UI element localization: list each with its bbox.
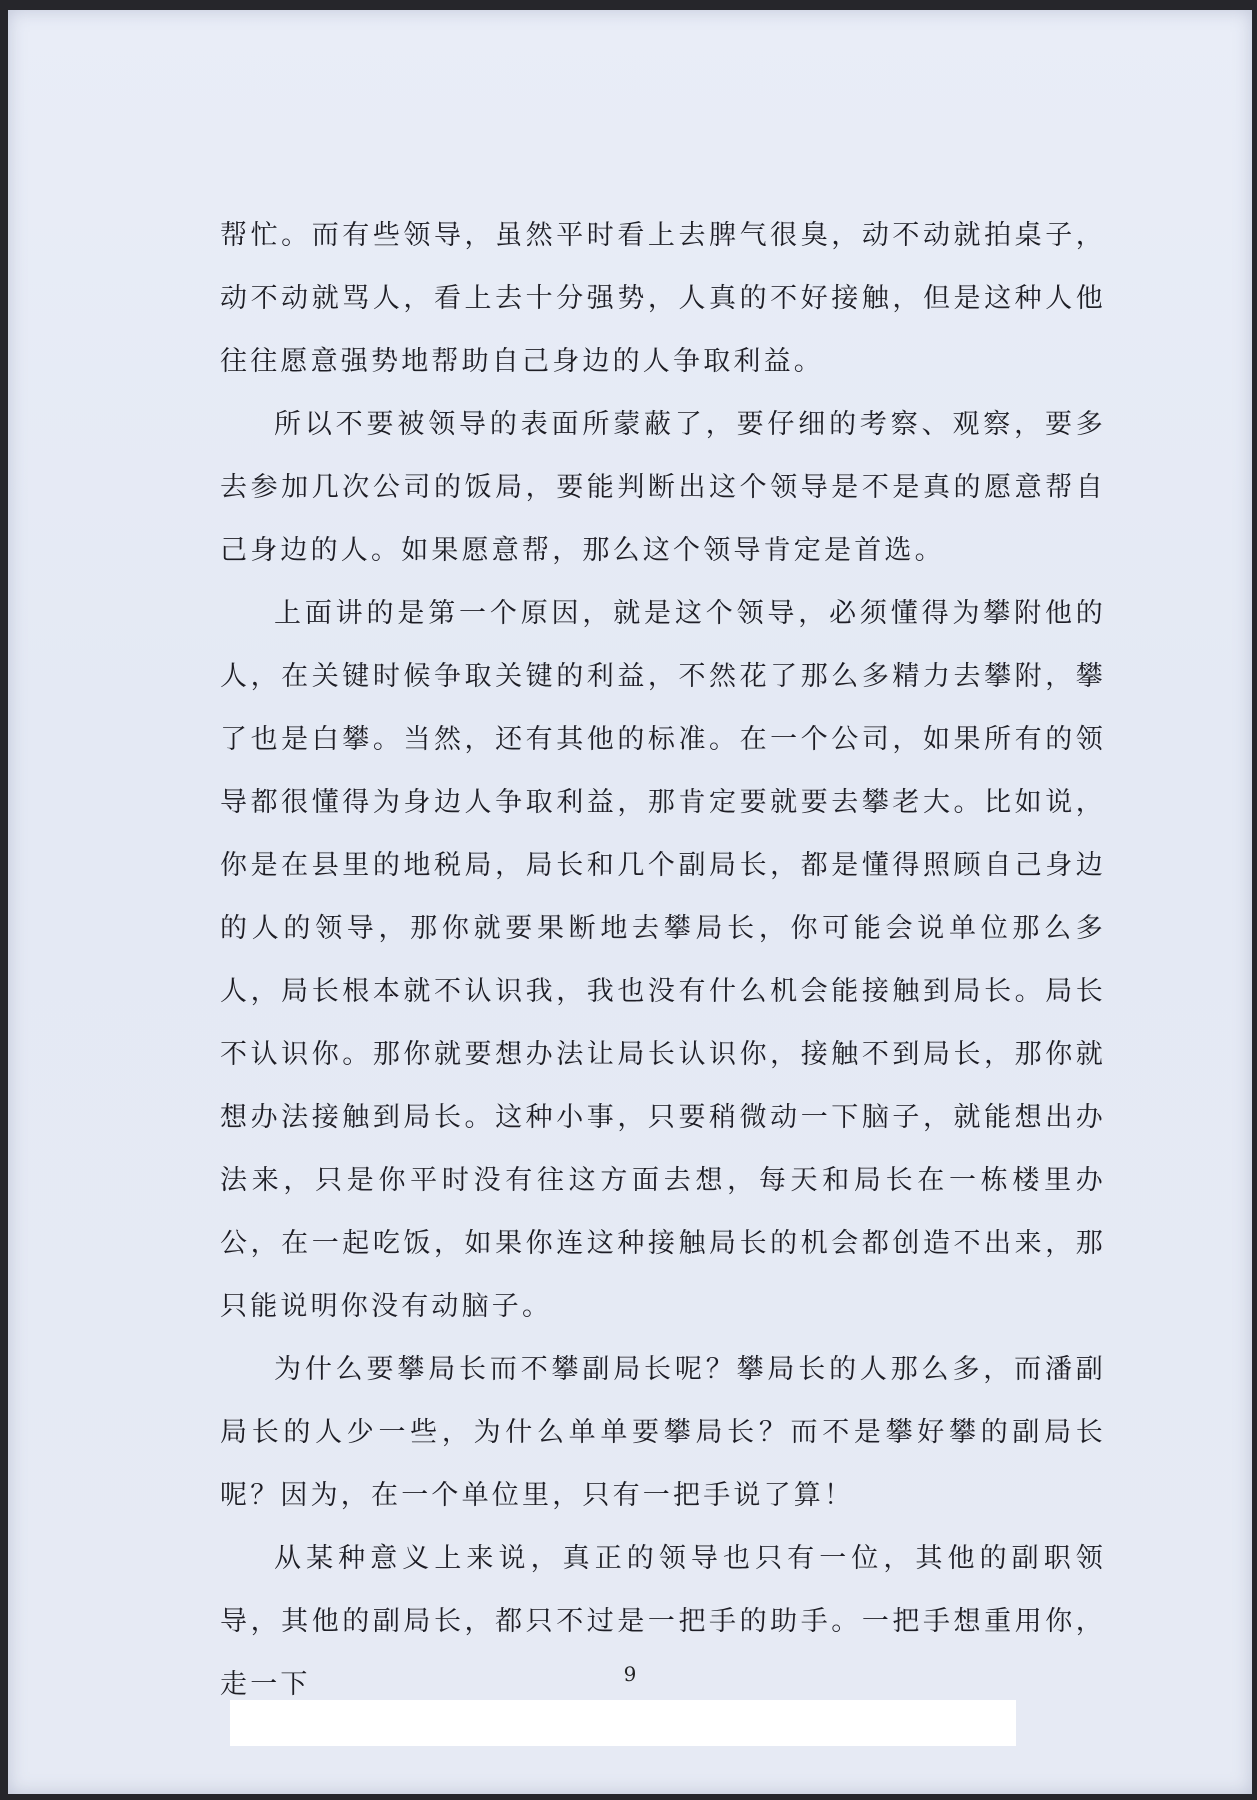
redaction-bar (230, 1700, 1016, 1746)
paragraph-5: 从某种意义上来说，真正的领导也只有一位，其他的副职领导，其他的副局长，都只不过是一把手的助手。一把手想重用你，走一下 (220, 1543, 1106, 1700)
body-text (220, 204, 1106, 1716)
paragraph-3: 上面讲的是第一个原因，就是这个领导，必须懂得为攀附他的人，在关键时候争取关键的利益，不然花了那么多精力去攀附，攀了也是白攀。当然，还有其他的标准。在一个公司，如果所有的领导都很懂得为身边人争取利益，那肯定要就要去攀老大。比如说，你是在县里的地税局，局长和几个副局长，都是懂得照顾自己身边的人的领导，那你就要果断地去攀局长，你可能会说单位那么多人，局长根本就不认识我，我也没有什么机会能接触到局长。局长不认识你。那你就要想办法让局长认识你，接触不到局长，那你就想办法接触到局长。这种小事，只要稍微动一下脑子，就能想出办法来，只是你平时没有往这方面去想，每天和局长在一栋楼里办公，在一起吃饭，如果你连这种接触局长的机会都创造不出来，那只能说明你没有动脑子。 (220, 598, 1106, 1322)
paragraph-2: 所以不要被领导的表面所蒙蔽了，要仔细的考察、观察，要多去参加几次公司的饭局，要能判断出这个领导是不是真的愿意帮自己身边的人。如果愿意帮，那么这个领导肯定是首选。 (220, 409, 1106, 566)
paragraph-4: 为什么要攀局长而不攀副局长呢？攀局长的人那么多，而潘副局长的人少一些，为什么单单要攀局长？而不是攀好攀的副局长呢？因为，在一个单位里，只有一把手说了算！ (220, 1354, 1106, 1511)
page-number: 9 (623, 1662, 637, 1686)
document-page (8, 10, 1252, 1794)
paragraph-1: 帮忙。而有些领导，虽然平时看上去脾气很臭，动不动就拍桌子，动不动就骂人，看上去十分强势，人真的不好接触，但是这种人他往往愿意强势地帮助自己身边的人争取利益。 (220, 220, 1106, 377)
